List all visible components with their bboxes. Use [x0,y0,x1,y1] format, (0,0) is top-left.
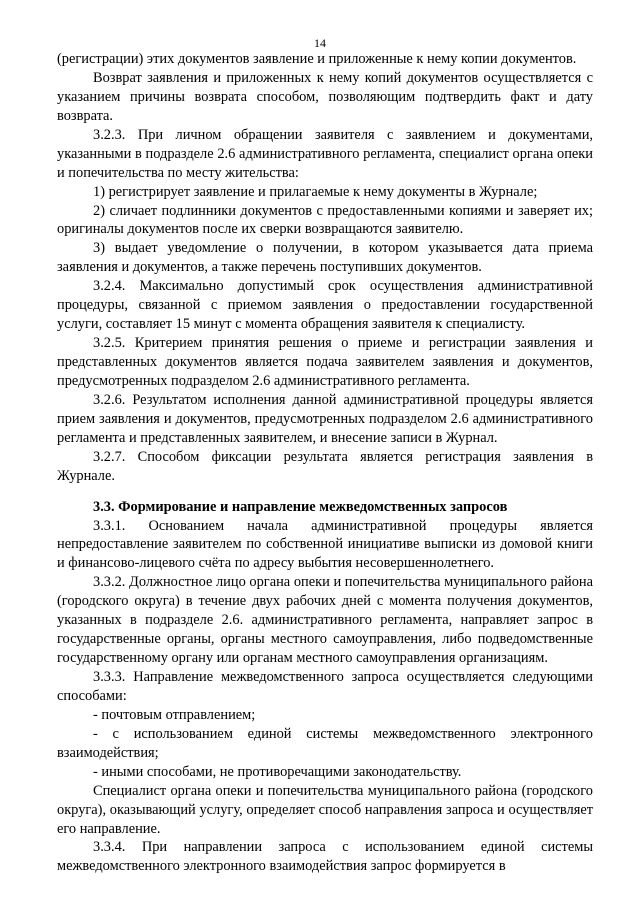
paragraph: 3.3.3. Направление межведомственного запроса осуществляется следующими способами: [57,669,593,704]
list-item: - иными способами, не противоречащими законодательству. [93,763,462,780]
paragraph: 3.2.4. Максимально допустимый срок осуществления административной процедуры, связанной с приемом заявления о предоставлении государственной услуги, составляет 15 минут с момента обращения заявителя к специалисту. [57,278,593,333]
section-heading: 3.3. Формирование и направление межведомственных запросов [93,498,508,515]
paragraph: Специалист органа опеки и попечительства муниципального района (городского округа), оказывающий услугу, определяет способ направления запроса и осуществляет его направление. [57,782,593,837]
paragraph: 3.2.6. Результатом исполнения данной административной процедуры является прием заявления и документов, предусмотренных подразделом 2.6 административного регламента и представленных заявителем, и внесение записи в Журнал. [57,391,593,446]
paragraph: (регистрации) этих документов заявление и приложенные к нему копии документов. [57,51,577,67]
list-item: 1) регистрирует заявление и прилагаемые к нему документы в Журнале; [93,183,538,200]
list-item: 2) сличает подлинники документов с предоставленными копиями и заверяет их; оригиналы документов после их сверки возвращаются заявителю. [57,202,593,238]
paragraph: 3.3.4. При направлении запроса с использованием единой системы межведомственного электронного взаимодействия запрос формируется в [57,839,593,875]
list-item: 3) выдает уведомление о получении, в котором указывается дата приема заявления и документов, а также перечень поступивших документов. [57,240,593,276]
list-item: - почтовым отправлением; [93,706,256,723]
document-body [57,50,593,876]
list-item: - с использованием единой системы межведомственного электронного взаимодействия; [57,725,593,761]
paragraph: Возврат заявления и приложенных к нему копий документов осуществляется с указанием причины возврата способом, позволяющим подтвердить факт и дату возврата. [57,69,593,124]
paragraph: 3.2.5. Критерием принятия решения о приеме и регистрации заявления и представленных документов является подача заявителем заявления и документов, предусмотренных подразделом 2.6 административного регламента. [57,335,593,389]
paragraph: 3.3.1. Основанием начала административной процедуры является непредоставление заявителем по собственной инициативе выписки из домовой книги и финансово-лицевого счёта по адресу выбытия несовершеннолетнего. [57,517,593,572]
paragraph: 3.3.2. Должностное лицо органа опеки и попечительства муниципального района (городского округа) в течение двух рабочих дней с момента получения документов, указанных в подразделе 2.6. административного регламента, направляет запрос в государственные органы, органы местного самоуправления, либо подведомственные государственному органу или органам местного самоуправления организациям. [57,574,593,667]
paragraph: 3.2.7. Способом фиксации результата является регистрация заявления в Журнале. [57,448,593,484]
paragraph: 3.2.3. При личном обращении заявителя с заявлением и документами, указанными в подразделе 2.6 административного регламента, специалист органа опеки и попечительства по месту жительства: [57,126,593,181]
page-number: 14 [314,36,326,50]
